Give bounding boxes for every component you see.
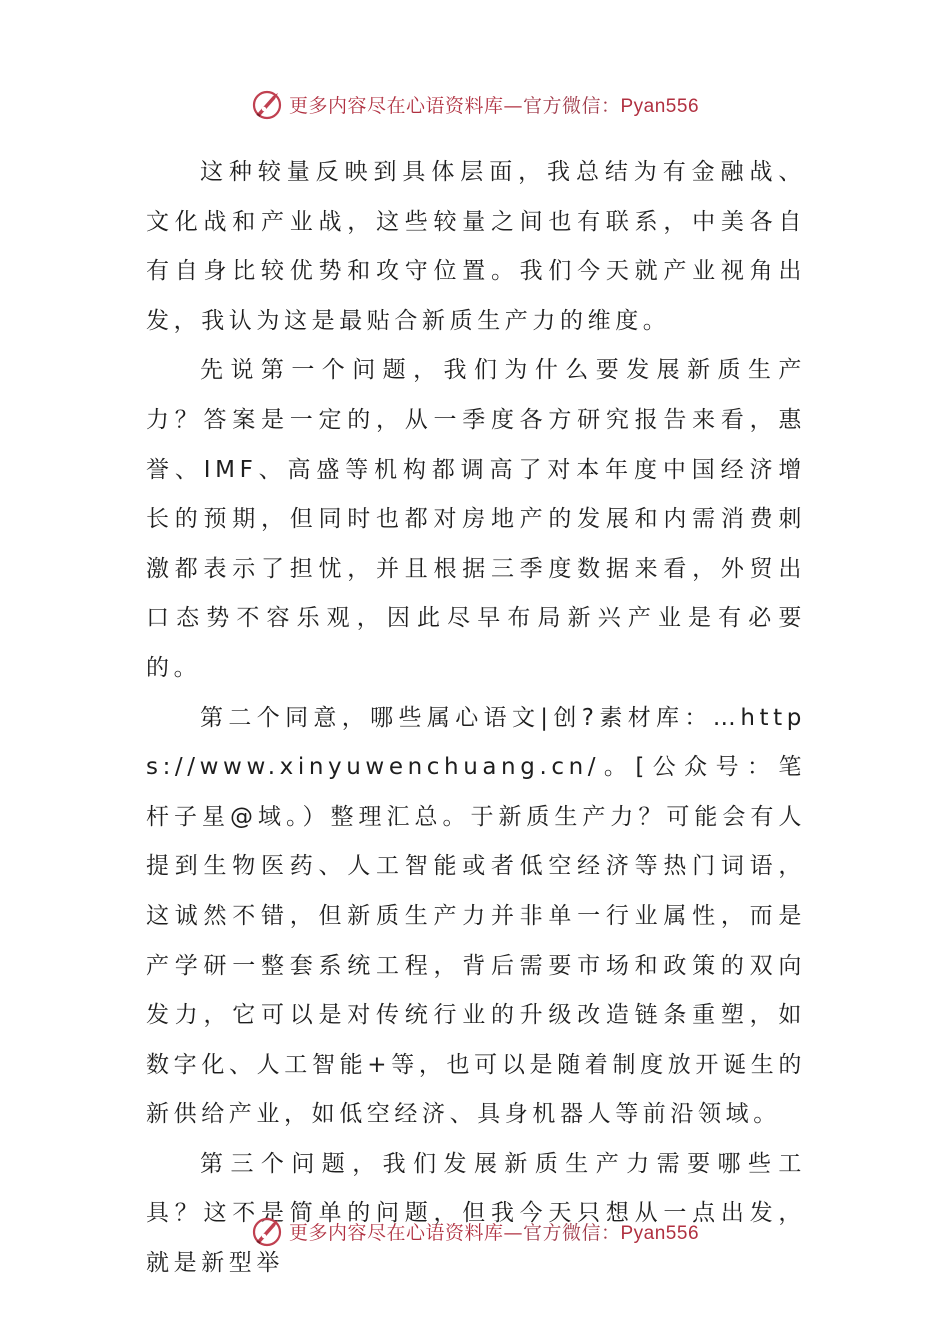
- header-banner-text: [289, 91, 699, 118]
- pen-nib-logo-icon: [251, 1214, 285, 1248]
- header-brand-text: 更多内容尽在心语资料库: [288, 94, 504, 117]
- header-contact-label: 官方微信：: [522, 94, 621, 117]
- footer-contact-label: 官方微信：: [522, 1221, 621, 1244]
- paragraph: 这种较量反映到具体层面，我总结为有金融战、文化战和产业战，这些较量之间也有联系，中美各自有自身比较优势和攻守位置。我们今天就产业视角出发，我认为这是最贴合新质生产力的维度。: [146, 159, 806, 334]
- footer-brand-text: 更多内容尽在心语资料库: [288, 1221, 504, 1244]
- paragraph: 先说第一个问题，我们为什么要发展新质生产力？答案是一定的，从一季度各方研究报告来看，惠誉、IMF、高盛等机构都调高了对本年度中国经济增长的预期，但同时也都对房地产的发展和内需消费刺激都表示了担忧，并且根据三季度数据来看，外贸出口态势不容乐观，因此尽早布局新兴产业是有必要的。: [146, 357, 806, 681]
- pen-nib-logo-icon: [251, 87, 285, 121]
- footer-separator: —: [503, 1221, 523, 1244]
- header-separator: —: [503, 94, 523, 117]
- footer-banner-text: [289, 1218, 699, 1245]
- footer-banner: [0, 1211, 950, 1251]
- paragraph: 第三个问题，我们发展新质生产力需要哪些工具？这不是简单的问题，但我今天只想从一点出发，就是新型举: [146, 1150, 806, 1277]
- paragraph: 第二个同意，哪些属心语文|创?素材库：…https://www.xinyuwenchuang.cn/。[公众号：笔杆子星@域。）整理汇总。于新质生产力？可能会有人提到生物医药、人工智能或者低空经济等热门词语，这诚然不错，但新质生产力并非单一行业属性，而是产学研一整套系统工程，背后需要市场和政策的双向发力，它可以是对传统行业的升级改造链条重塑，如数字化、人工智能+等，也可以是随着制度放开诞生的新供给产业，如低空经济、具身机器人等前沿领域。: [146, 704, 806, 1128]
- header-banner: [0, 84, 950, 124]
- document-body: [146, 148, 806, 1289]
- footer-contact-id: Pyan556: [620, 1222, 700, 1244]
- header-contact-id: Pyan556: [620, 95, 700, 117]
